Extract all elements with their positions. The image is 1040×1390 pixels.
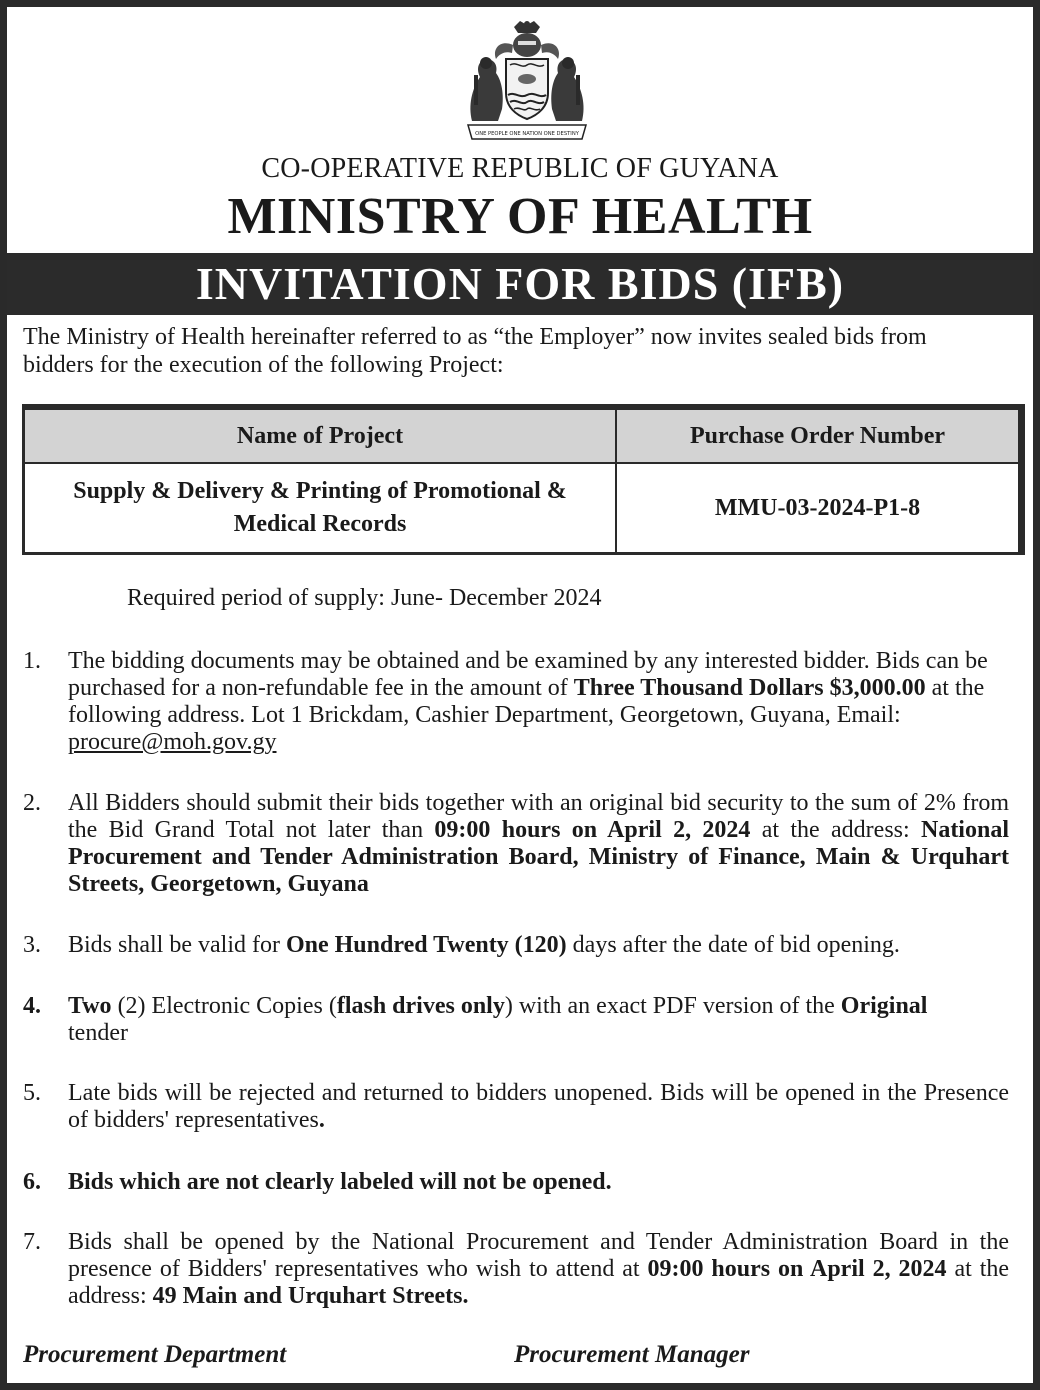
list-item [23,1169,1009,1196]
signature-procurement-manager: Procurement Manager [514,1341,750,1368]
ifb-title-banner: INVITATION FOR BIDS (IFB) [7,253,1033,315]
item-number: 4. [23,993,41,1019]
item-text: The bidding documents may be obtained and be examined by any interested bidder. Bids can be purchased for a non-refundable fee in the amount of Three Thousand Dollars $3,000.00 at the following address. Lot 1 Brickdam, Cashier Department, Georgetown, Guyana, Email: procure@moh.gov.gy [68,648,988,755]
intro-paragraph: The Ministry of Health hereinafter referred to as “the Employer” now invites sealed bids from bidders for the execution of the following Project: [23,324,927,378]
list-item [23,648,1009,756]
supply-period: Required period of supply: June- December 2024 [127,585,602,611]
po-number-cell: MMU-03-2024-P1-8 [616,463,1022,554]
country-heading: CO-OPERATIVE REPUBLIC OF GUYANA [261,153,779,184]
list-item [23,932,1009,959]
item-text: Bids shall be opened by the National Procurement and Tender Administration Board in the presence of Bidders' representatives who wish to attend at 09:00 hours on April 2, 2024 at the address: 49 Main and Urquhart Streets. [68,1229,1010,1309]
item-number: 6. [23,1169,41,1195]
item-text: Late bids will be rejected and returned to bidders unopened. Bids will be opened in the Presence of bidders' representatives. [68,1080,1009,1133]
list-item [23,1229,1009,1310]
table-row [24,463,1022,554]
item-text: All Bidders should submit their bids together with an original bid security to the sum of 2% from the Bid Grand Total not later than 09:00 hours on April 2, 2024 at the address: National Procurement and Tender Administration Board, Ministry of Finance, Main & Urquhart Streets, Georgetown, Guyana [68,790,1009,897]
item-text: Bids shall be valid for One Hundred Twenty (120) days after the date of bid opening. [68,932,900,958]
coat-of-arms-icon [462,19,592,143]
ministry-heading: MINISTRY OF HEALTH [227,188,813,245]
item-number: 2. [23,790,41,816]
item-number: 5. [23,1080,41,1106]
item-number: 3. [23,932,41,958]
signature-procurement-department: Procurement Department [23,1341,287,1368]
project-name-line-1: Supply & Delivery & Printing of Promotional & [73,478,567,504]
list-item [23,1080,1009,1134]
table-header-row [24,407,1022,463]
project-name-line-2: Medical Records [233,511,407,537]
item-text: Two (2) Electronic Copies (flash drives only) with an exact PDF version of the Original tender [68,993,928,1046]
item-text: Bids which are not clearly labeled will not be opened. [68,1169,612,1195]
list-item [23,993,1009,1047]
column-header-project-name: Name of Project [24,407,617,463]
email-link[interactable]: procure@moh.gov.gy [68,729,277,755]
project-table [22,404,1025,555]
crest-motto: ONE PEOPLE ONE NATION ONE DESTINY [475,131,579,137]
project-name-cell [24,463,617,554]
column-header-po-number: Purchase Order Number [616,407,1022,463]
item-number: 1. [23,648,41,674]
item-number: 7. [23,1229,41,1255]
list-item [23,790,1009,898]
